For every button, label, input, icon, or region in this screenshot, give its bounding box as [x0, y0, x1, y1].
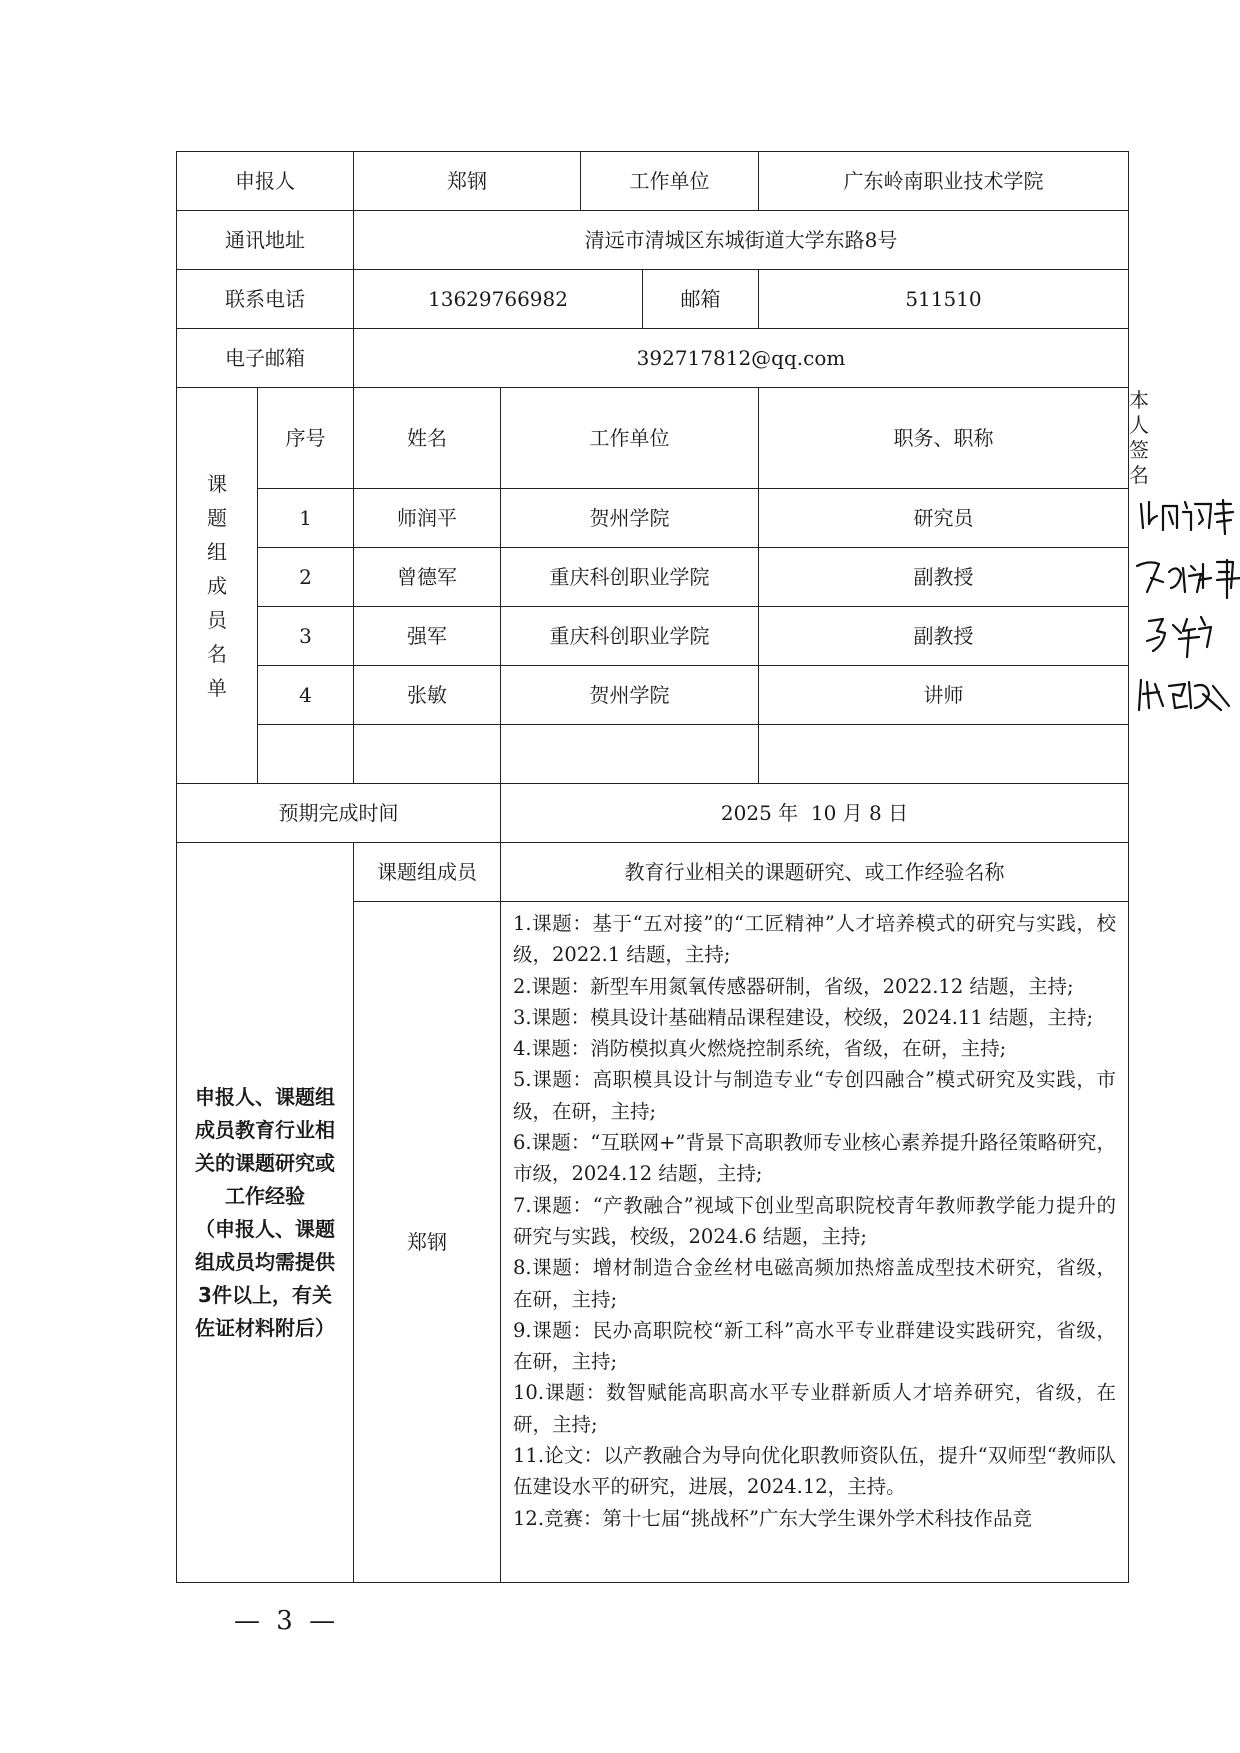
member-title: 副教授	[759, 548, 1129, 607]
experience-item: 11.论文：以产教融合为导向优化职教师资队伍，提升“双师型“教师队伍建设水平的研究，进展，2024.12，主持。	[513, 1444, 1116, 1499]
experience-item: 8.课题：增材制造合金丝材电磁高频加热熔盖成型技术研究，省级，在研，主持;	[513, 1256, 1116, 1311]
group-label-char: 课	[207, 471, 227, 496]
experience-item: 5.课题：高职模具设计与制造专业“专创四融合”模式研究及实践，市级，在研，主持;	[513, 1068, 1116, 1123]
member-name: 师润平	[354, 489, 501, 548]
experience-label-line: （申报人、课题	[195, 1216, 335, 1241]
group-label-char: 组	[207, 539, 227, 564]
experience-label-line: 关的课题研究或	[195, 1150, 335, 1175]
group-label-char: 名	[207, 641, 227, 666]
member-name: 强军	[354, 607, 501, 666]
experience-label-line: 佐证材料附后）	[195, 1315, 335, 1340]
phone-label: 联系电话	[177, 270, 354, 329]
experience-item: 4.课题：消防模拟真火燃烧控制系统，省级，在研，主持;	[513, 1037, 1007, 1061]
address-label: 通讯地址	[177, 211, 354, 270]
experience-header-row	[177, 843, 1129, 902]
member-index: 1	[258, 489, 354, 548]
member-row	[177, 548, 1129, 607]
application-form	[176, 151, 1149, 1583]
experience-item: 6.课题：“互联网+”背景下高职教师专业核心素养提升路径策略研究，市级，2024.12 结题，主持;	[513, 1131, 1116, 1186]
experience-content	[501, 902, 1129, 1583]
empty-cell	[258, 725, 354, 784]
experience-item: 10.课题：数智赋能高职高水平专业群新质人才培养研究，省级，在研，主持;	[513, 1381, 1116, 1436]
header-title: 职务、职称	[759, 388, 1129, 489]
completion-row	[177, 784, 1129, 843]
applicant-name: 郑钢	[354, 152, 581, 211]
group-label-char: 员	[207, 607, 227, 632]
experience-label-line: 工作经验	[225, 1183, 305, 1208]
address-row	[177, 211, 1129, 270]
experience-item: 2.课题：新型车用氮氧传感器研制，省级，2022.12 结题，主持;	[513, 974, 1074, 998]
member-unit: 重庆科创职业学院	[501, 607, 759, 666]
group-label-char: 成	[207, 573, 227, 598]
group-label-char: 单	[207, 675, 227, 700]
applicant-row	[177, 152, 1129, 211]
experience-member-header: 课题组成员	[354, 843, 501, 902]
experience-label	[177, 843, 354, 1583]
member-unit: 贺州学院	[501, 666, 759, 725]
group-label-char: 题	[207, 505, 227, 530]
member-index: 4	[258, 666, 354, 725]
contact-row	[177, 270, 1129, 329]
experience-label-line: 申报人、课题组	[195, 1084, 335, 1109]
member-title: 讲师	[759, 666, 1129, 725]
empty-cell	[759, 725, 1129, 784]
experience-label-line: 成员教育行业相	[195, 1117, 335, 1142]
experience-item: 1.课题：基于“五对接”的“工匠精神”人才培养模式的研究与实践，校级，2022.1 结题，主持;	[513, 912, 1116, 967]
experience-member: 郑钢	[354, 902, 501, 1583]
completion-value: 2025 年 10 月 8 日	[501, 784, 1129, 843]
empty-cell	[501, 725, 759, 784]
experience-item: 7.课题：“产教融合”视域下创业型高职院校青年教师教学能力提升的研究与实践，校级，2024.6 结题，主持;	[513, 1193, 1116, 1248]
member-name: 张敏	[354, 666, 501, 725]
experience-item: 3.课题：模具设计基础精品课程建设，校级，2024.11 结题，主持;	[513, 1005, 1094, 1029]
header-name: 姓名	[354, 388, 501, 489]
member-row	[177, 666, 1129, 725]
handwritten-signature-icon	[1129, 552, 1240, 602]
unit-label: 工作单位	[581, 152, 759, 211]
postcode-label: 邮箱	[643, 270, 759, 329]
handwritten-signature-icon	[1129, 611, 1229, 661]
experience-item: 12.竞赛：第十七届“挑战杯”广东大学生课外学术科技作品竞	[513, 1506, 1032, 1530]
member-index: 3	[258, 607, 354, 666]
member-row-empty	[177, 725, 1129, 784]
completion-label: 预期完成时间	[177, 784, 501, 843]
handwritten-signature-icon	[1129, 494, 1239, 542]
postcode-value: 511510	[759, 270, 1129, 329]
applicant-label: 申报人	[177, 152, 354, 211]
experience-label-line: 3件以上，有关	[198, 1282, 332, 1307]
member-title: 研究员	[759, 489, 1129, 548]
members-group-label	[177, 388, 258, 784]
member-index: 2	[258, 548, 354, 607]
phone-value: 13629766982	[354, 270, 643, 329]
experience-item: 9.课题：民办高职院校“新工科”高水平专业群建设实践研究，省级，在研，主持;	[513, 1318, 1116, 1374]
email-value: 392717812@qq.com	[354, 329, 1129, 388]
experience-label-line: 组成员均需提供	[195, 1249, 335, 1274]
member-title: 副教授	[759, 607, 1129, 666]
empty-cell	[354, 725, 501, 784]
members-header-row: 课 题 组 成 员 名 单 序号 姓名 工作单位 职务、职称 本人签名	[177, 388, 1129, 489]
member-row	[177, 489, 1129, 548]
page-number: — 3 —	[234, 1606, 340, 1636]
member-unit: 贺州学院	[501, 489, 759, 548]
member-name: 曾德军	[354, 548, 501, 607]
header-index: 序号	[258, 388, 354, 489]
email-label: 电子邮箱	[177, 329, 354, 388]
email-row	[177, 329, 1129, 388]
applicant-unit: 广东岭南职业技术学院	[759, 152, 1129, 211]
handwritten-signature-icon	[1129, 672, 1239, 718]
experience-content-header: 教育行业相关的课题研究、或工作经验名称	[501, 843, 1129, 902]
address-value: 清远市清城区东城街道大学东路8号	[354, 211, 1129, 270]
header-unit: 工作单位	[501, 388, 759, 489]
member-unit: 重庆科创职业学院	[501, 548, 759, 607]
member-row	[177, 607, 1129, 666]
